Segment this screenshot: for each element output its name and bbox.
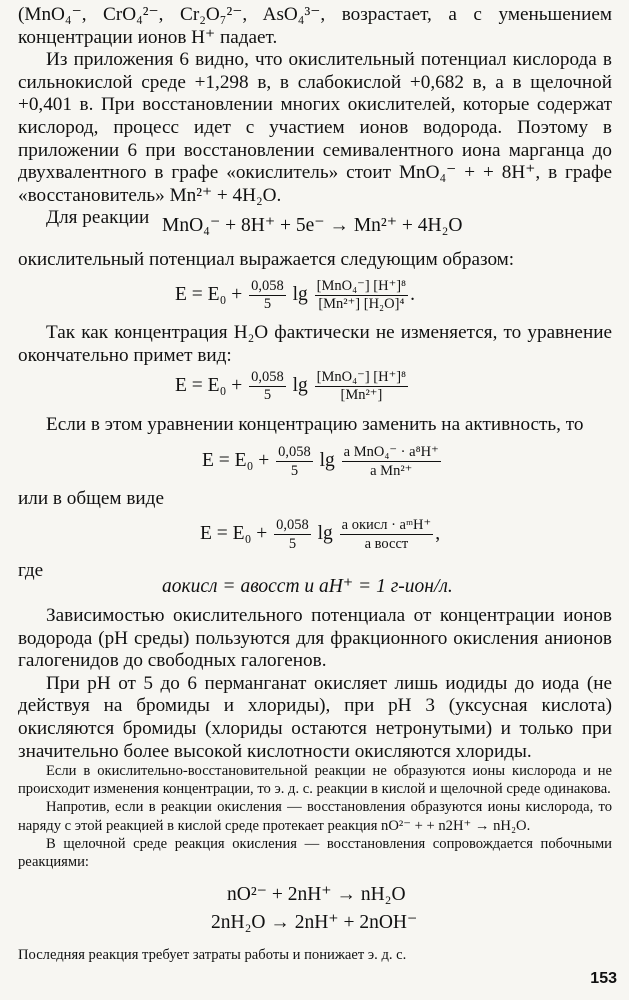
equation-where: aокисл = aвосст и aH⁺ = 1 г-ион/л. <box>162 576 453 597</box>
footnote-paragraph-3: В щелочной среде реакция окисления — восстановления сопровождается побочными реакциями: <box>18 835 612 871</box>
main-text-3 <box>18 322 612 367</box>
footnote-reaction-1: nO²⁻ + 2nH⁺ → nH₂O <box>227 884 406 905</box>
equation-4: E = E₀ + $\frac{0,058}{5}$ lg $\frac{\text{a окисл · aᵐH⁺}}{\text{a восст}}$ , <box>200 517 441 552</box>
eq4-coefficient: $\frac{0,058}{5}$ <box>276 517 309 552</box>
footnote-last <box>18 946 612 964</box>
paragraph-oxygen-potential: Из приложения 6 видно, что окислительный потенциал кислорода в сильнокислой среде +1,298 в, в слабокислой +0,682 в, а в щелочной +0,401 в. При восстановлении многих окислителей, которые содержат кислород, процесс идет с участием ионов водорода. Поэтому в приложении 6 при восстановлении семивалентного иона марганца до двухвалентного в графе «окислитель» стоит MnO₄⁻ + + 8H⁺, в графе «восстановитель» Mn²⁺ + 4H₂O. <box>18 49 612 206</box>
eq1-fraction: $\frac{\text{[MnO₄⁻] [H⁺]⁸}}{\text{[Mn²⁺] [H₂O]⁴}}$ <box>316 278 407 312</box>
footnote-paragraph-2: Напротив, если в реакции окисления — восстановления образуются ионы кислорода, то наряду с этой реакцией в кислой среде протекает реакция nO²⁻ + + n2H⁺ → nH₂O. <box>18 799 612 834</box>
eq3-coefficient: $\frac{0,058}{5}$ <box>278 444 311 479</box>
paragraph-potential-expression: окислительный потенциал выражается следующим образом: <box>18 249 515 270</box>
equation-reaction: MnO₄⁻ + 8H⁺ + 5e⁻ → Mn²⁺ + 4H₂O <box>162 215 463 236</box>
paragraph-permanganate-ph: При pH от 5 до 6 перманганат окисляет лишь иодиды до иода (не действуя на бромиды и хлориды), при pH 3 (уксусная кислота) окисляются бромиды (хлориды остаются нетронутыми) и только при значительно более высокой кислотности окисляются хлориды. <box>18 672 612 762</box>
eq4-fraction: $\frac{\text{a окисл · aᵐH⁺}}{\text{a восст}}$ <box>341 517 432 552</box>
paragraph-for-reaction: Для реакции <box>46 207 150 229</box>
paragraph-activity: Если в этом уравнении концентрацию заменить на активность, то <box>46 414 584 435</box>
paragraph-where: где <box>18 560 44 581</box>
eq1-lg: lg <box>292 283 308 305</box>
page-number: 153 <box>590 970 617 987</box>
main-text-lower <box>18 605 612 763</box>
footnote-paragraph-4: Последняя реакция требует затраты работы и понижает э. д. с. <box>18 947 407 963</box>
equation-1: E = E₀ + $\frac{0,058}{5}$ lg $\frac{\text{[MnO₄⁻] [H⁺]⁸}}{\text{[Mn²⁺] [H₂O]⁴}}$ . <box>175 278 415 312</box>
footnote-reaction-2: 2nH₂O → 2nH⁺ + 2nOH⁻ <box>211 912 418 933</box>
footnote <box>18 762 612 871</box>
eq3-fraction: $\frac{\text{a MnO₄⁻ · a⁸H⁺}}{\text{a Mn²⁺}}$ <box>343 444 439 479</box>
paragraph-fractional-oxidation: Зависимостью окислительного потенциала от концентрации ионов водорода (pH среды) пользуются для фракционного окисления анионов галогенидов до свободных галогенов. <box>18 605 612 672</box>
eq2-coefficient: $\frac{0,058}{5}$ <box>251 369 284 403</box>
main-text-4 <box>18 414 612 437</box>
main-text-upper <box>18 4 612 230</box>
eq2-fraction: $\frac{\text{[MnO₄⁻] [H⁺]⁸}}{\text{[Mn²⁺]}}$ <box>316 369 407 403</box>
paragraph-continuation: (MnO₄⁻, CrO₄²⁻, Cr₂O₇²⁻, AsO₄³⁻, возрастает, а с уменьшением концентрации ионов H⁺ падает. <box>18 4 612 48</box>
main-text-2 <box>18 249 612 272</box>
eq1-lhs: E = E₀ + <box>175 283 243 305</box>
paragraph-general-form: или в общем виде <box>18 488 164 509</box>
eq1-coefficient: $\frac{0,058}{5}$ <box>251 278 284 312</box>
paragraph-water-constant: Так как концентрация H₂O фактически не изменяется, то уравнение окончательно примет вид: <box>18 322 612 366</box>
footnote-paragraph-1: Если в окислительно-восстановительной реакции не образуются ионы кислорода и не происходит изменения концентрации, то э. д. с. реакции в кислой и щелочной среде одинакова. <box>18 763 612 798</box>
equation-3: E = E₀ + $\frac{0,058}{5}$ lg $\frac{\text{a MnO₄⁻ · a⁸H⁺}}{\text{a Mn²⁺}}$ <box>202 444 439 479</box>
equation-2: E = E₀ + $\frac{0,058}{5}$ lg $\frac{\text{[MnO₄⁻] [H⁺]⁸}}{\text{[Mn²⁺]}}$ <box>175 369 407 403</box>
main-text-5 <box>18 488 612 511</box>
